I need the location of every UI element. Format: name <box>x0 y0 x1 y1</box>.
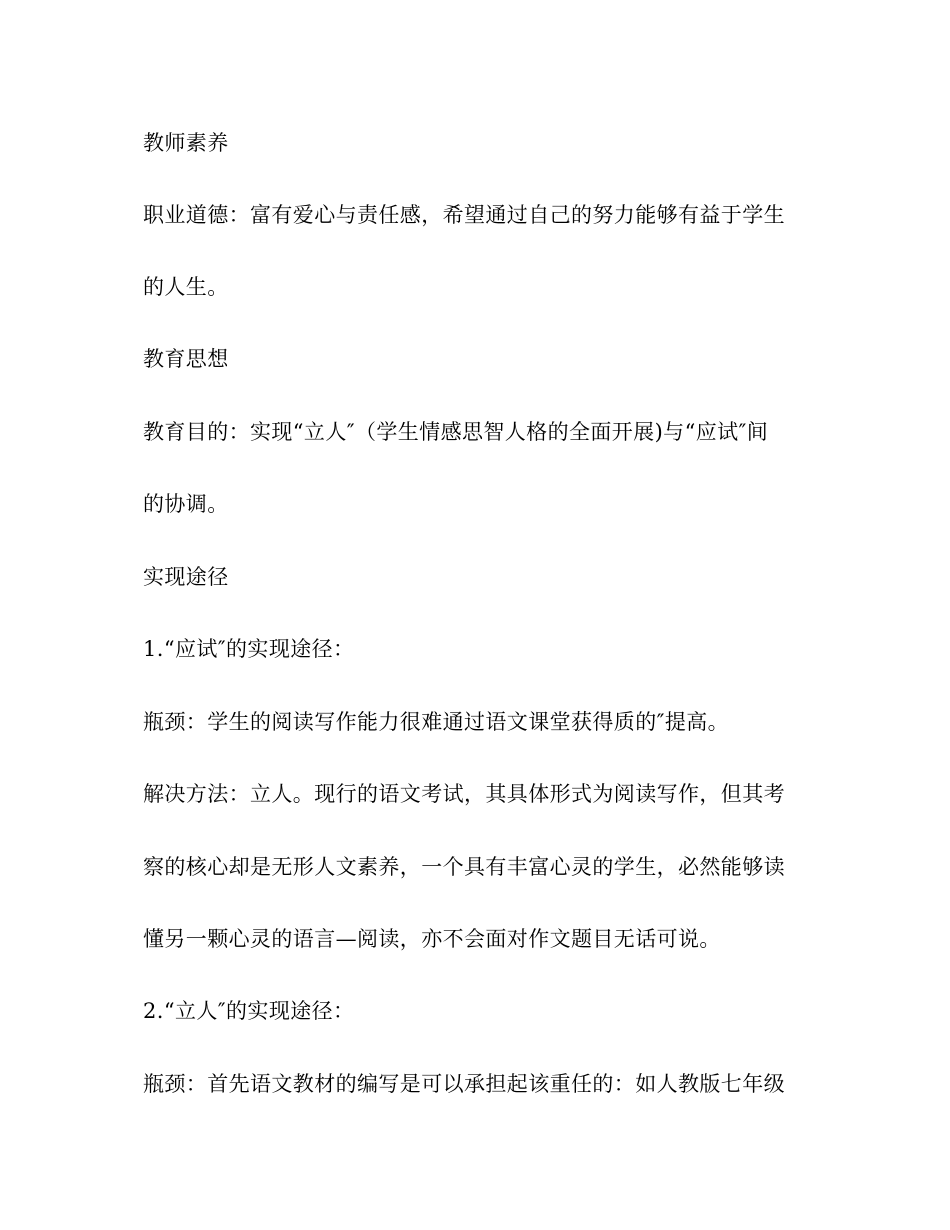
paragraph-solution-line-3: 懂另一颗心灵的语言—阅读，亦不会面对作文题目无话可说。 <box>143 927 721 951</box>
heading-implementation-path: 实现途径 <box>143 565 229 589</box>
heading-teacher-literacy: 教师素养 <box>143 131 229 155</box>
paragraph-solution-line-2: 察的核心却是无形人文素养，一个具有丰富心灵的学生，必然能够读 <box>143 855 785 879</box>
list-item-liren-path: 2.“立人″的实现途径： <box>143 999 355 1023</box>
heading-education-thought: 教育思想 <box>143 347 229 371</box>
paragraph-liren-bottleneck: 瓶颈：首先语文教材的编写是可以承担起该重任的：如人教版七年级 <box>143 1072 785 1096</box>
paragraph-exam-bottleneck: 瓶颈：学生的阅读写作能力很难通过语文课堂获得质的″提高。 <box>143 710 730 734</box>
paragraph-education-goal-line-1: 教育目的：实现“立人″（学生情感思智人格的全面开展)与“应试″间 <box>143 420 769 444</box>
paragraph-professional-ethics-line-2: 的人生。 <box>143 275 229 299</box>
paragraph-solution-line-1: 解决方法：立人。现行的语文考试，其具体形式为阅读写作，但其考 <box>143 782 785 806</box>
paragraph-professional-ethics-line-1: 职业道德：富有爱心与责任感，希望通过自己的努力能够有益于学生 <box>143 203 785 227</box>
list-item-exam-path: 1.“应试″的实现途径： <box>143 637 355 661</box>
paragraph-education-goal-line-2: 的协调。 <box>143 492 229 516</box>
